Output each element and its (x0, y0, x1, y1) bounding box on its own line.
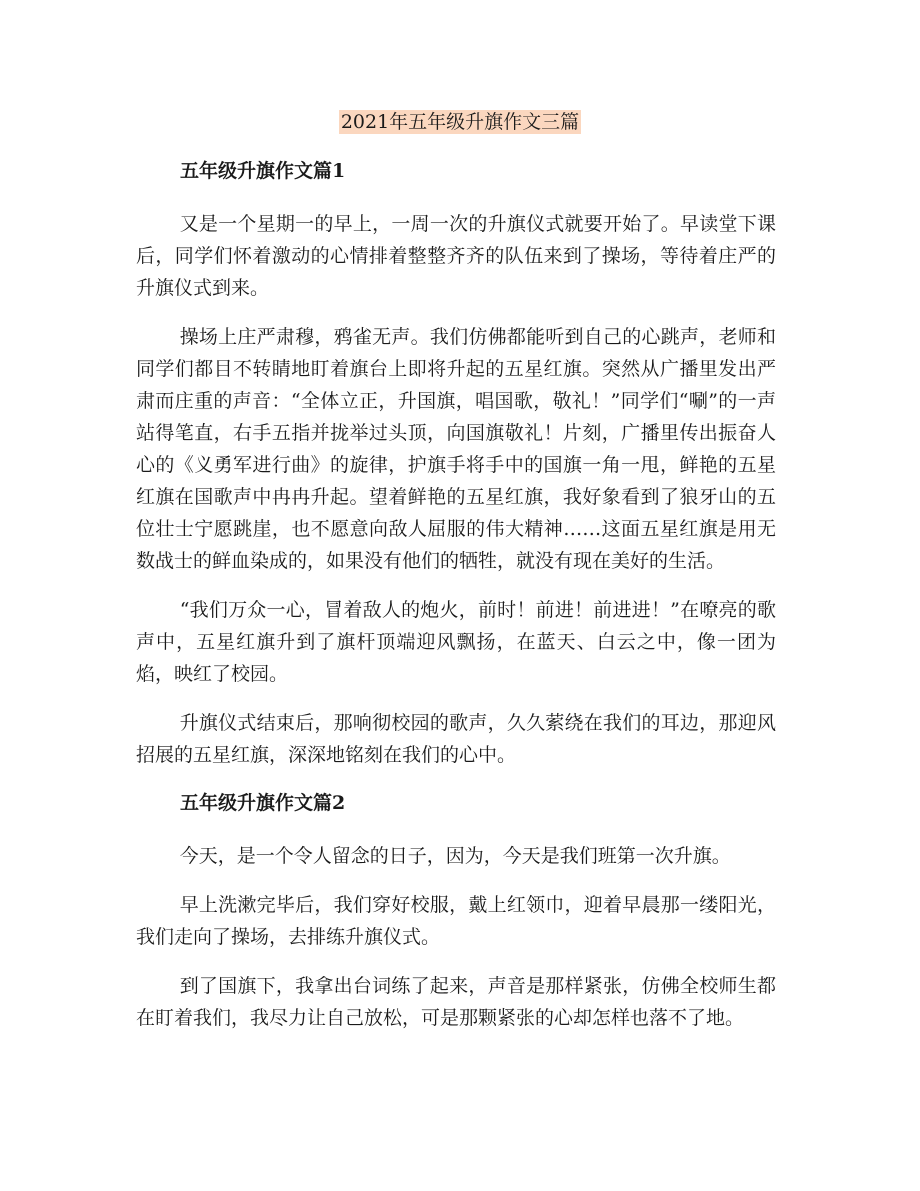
paragraph: “我们万众一心，冒着敌人的炮火，前时！前进！前进进！”在嘹亮的歌声中，五星红旗升到了旗杆顶端迎风飘扬，在蓝天、白云之中，像一团为焰，映红了校园。 (136, 599, 776, 685)
paragraph: 到了国旗下，我拿出台词练了起来，声音是那样紧张，仿佛全校师生都在盯着我们，我尽力让自己放松，可是那颗紧张的心却怎样也落不了地。 (136, 975, 776, 1029)
paragraph: 操场上庄严肃穆，鸦雀无声。我们仿佛都能听到自己的心跳声，老师和同学们都目不转睛地盯着旗台上即将升起的五星红旗。突然从广播里发出严肃而庄重的声音：“全体立正，升国旗，唱国歌，敬礼！”同学们“唰”的一声站得笔直，右手五指并拢举过头顶，向国旗敬礼！片刻，广播里传出振奋人心的《义勇军进行曲》的旋律，护旗手将手中的国旗一角一甩，鲜艳的五星红旗在国歌声中冉冉升起。望着鲜艳的五星红旗，我好象看到了狼牙山的五位壮士宁愿跳崖，也不愿意向敌人屈服的伟大精神……这面五星红旗是用无数战士的鲜血染成的，如果没有他们的牺牲，就没有现在美好的生活。 (136, 326, 776, 572)
document-title (0, 108, 920, 136)
paragraph: 早上洗漱完毕后，我们穿好校服，戴上红领巾，迎着早晨那一缕阳光，我们走向了操场，去排练升旗仪式。 (136, 894, 776, 948)
paragraph: 升旗仪式结束后，那响彻校园的歌声，久久萦绕在我们的耳边，那迎风招展的五星红旗，深深地铭刻在我们的心中。 (136, 712, 776, 766)
section-heading-2: 五年级升旗作文篇2 (180, 792, 346, 814)
document-title-text: 2021年五年级升旗作文三篇 (340, 111, 580, 133)
document-body (136, 150, 776, 1051)
paragraph: 又是一个星期一的早上，一周一次的升旗仪式就要开始了。早读堂下课后，同学们怀着激动的心情排着整整齐齐的队伍来到了操场，等待着庄严的升旗仪式到来。 (136, 213, 776, 299)
paragraph: 今天，是一个令人留念的日子，因为，今天是我们班第一次升旗。 (179, 845, 731, 867)
section-heading-1: 五年级升旗作文篇1 (180, 160, 346, 182)
